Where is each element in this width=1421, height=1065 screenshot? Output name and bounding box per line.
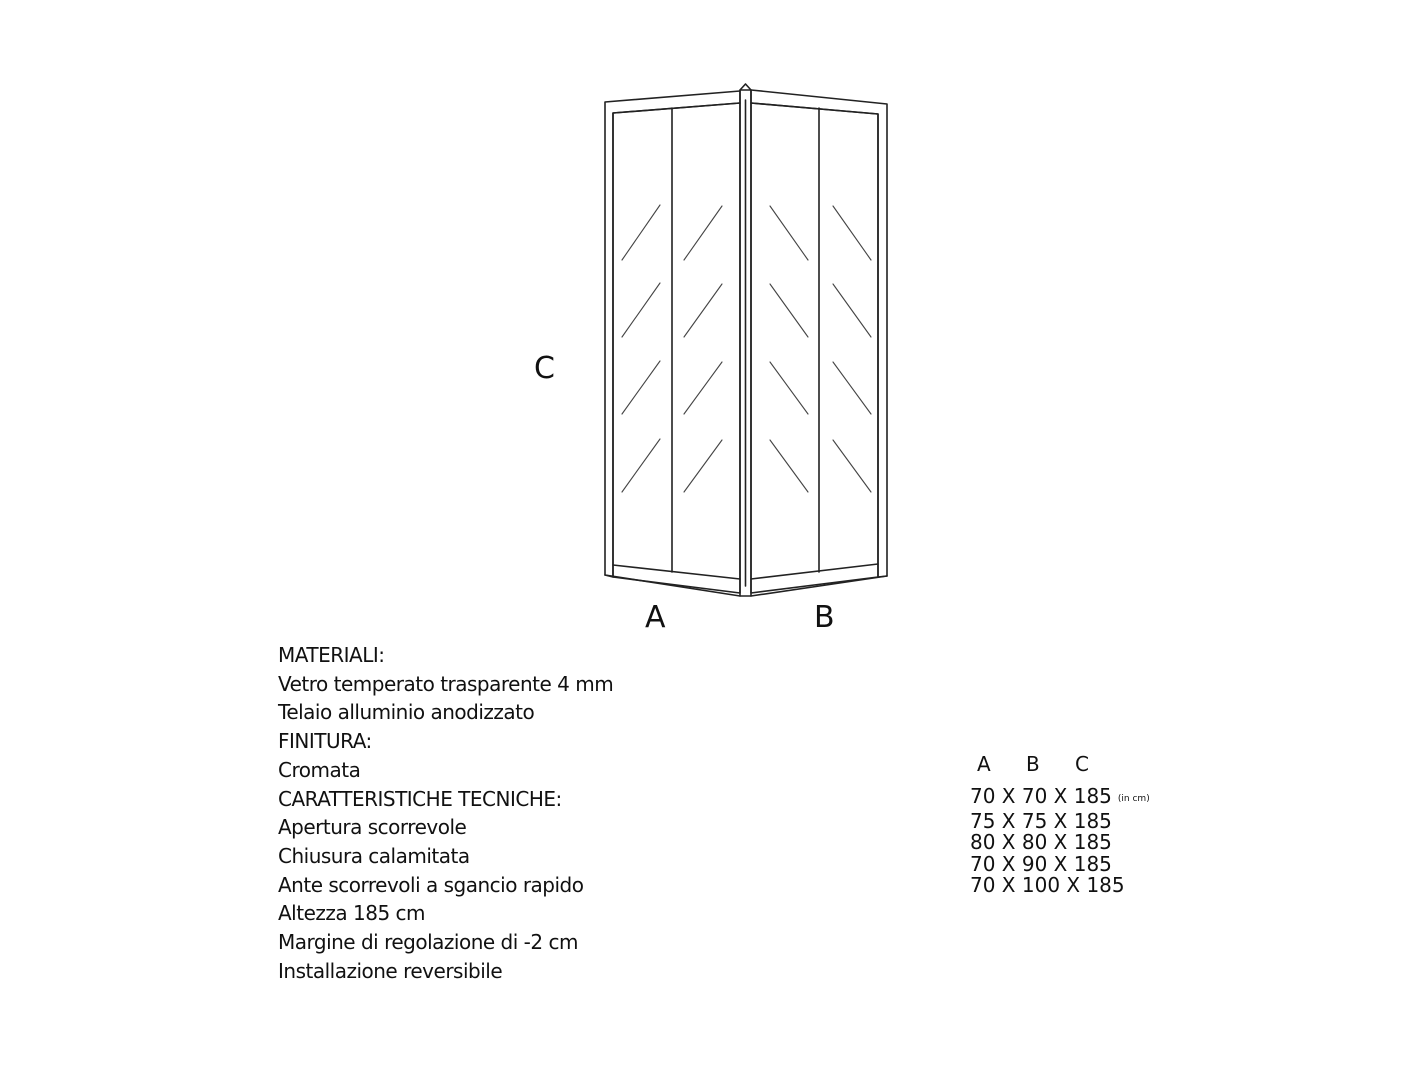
glass-reflection-marks	[622, 205, 871, 492]
spec-line: Altezza 185 cm	[278, 901, 426, 926]
spec-line: Telaio alluminio anodizzato	[278, 700, 535, 725]
size-row	[970, 808, 1150, 833]
size-value: 70 X 90 X 185	[970, 851, 1112, 876]
header-b: B	[1026, 752, 1040, 776]
size-row	[970, 875, 1150, 897]
spec-line: Margine di regolazione di -2 cm	[278, 930, 578, 955]
spec-line: Cromata	[278, 757, 361, 782]
spec-line: Installazione reversibile	[278, 958, 503, 983]
spec-line: MATERIALI:	[278, 643, 385, 667]
size-value: 75 X 75 X 185	[970, 808, 1112, 833]
size-row	[970, 851, 1150, 876]
size-value: 80 X 80 X 185	[970, 830, 1112, 854]
dimension-label-b: B	[814, 600, 835, 635]
spec-line: Chiusura calamitata	[278, 843, 470, 868]
spec-line: FINITURA:	[278, 729, 372, 754]
right-panel	[751, 90, 887, 596]
size-table	[970, 752, 1150, 897]
size-table-rows	[970, 786, 1150, 897]
size-value: 70 X 100 X 185	[970, 873, 1125, 897]
spec-line: CARATTERISTICHE TECNICHE:	[278, 786, 562, 811]
size-row	[970, 786, 1150, 811]
size-value: 70 X 70 X 185	[970, 784, 1112, 808]
dimension-label-c: C	[534, 351, 555, 386]
spec-line: Ante scorrevoli a sgancio rapido	[278, 872, 584, 897]
spec-line: Vetro temperato trasparente 4 mm	[278, 671, 614, 696]
dimension-label-a: A	[645, 600, 666, 635]
specifications-list	[278, 641, 613, 985]
size-table-header	[970, 752, 1150, 780]
unit-note: (in cm)	[1117, 794, 1150, 804]
header-c: C	[1075, 752, 1089, 776]
size-row	[970, 832, 1150, 854]
spec-line: Apertura scorrevole	[278, 815, 467, 840]
left-panel	[605, 91, 740, 596]
corner-post	[740, 84, 751, 596]
header-a: A	[977, 752, 991, 776]
